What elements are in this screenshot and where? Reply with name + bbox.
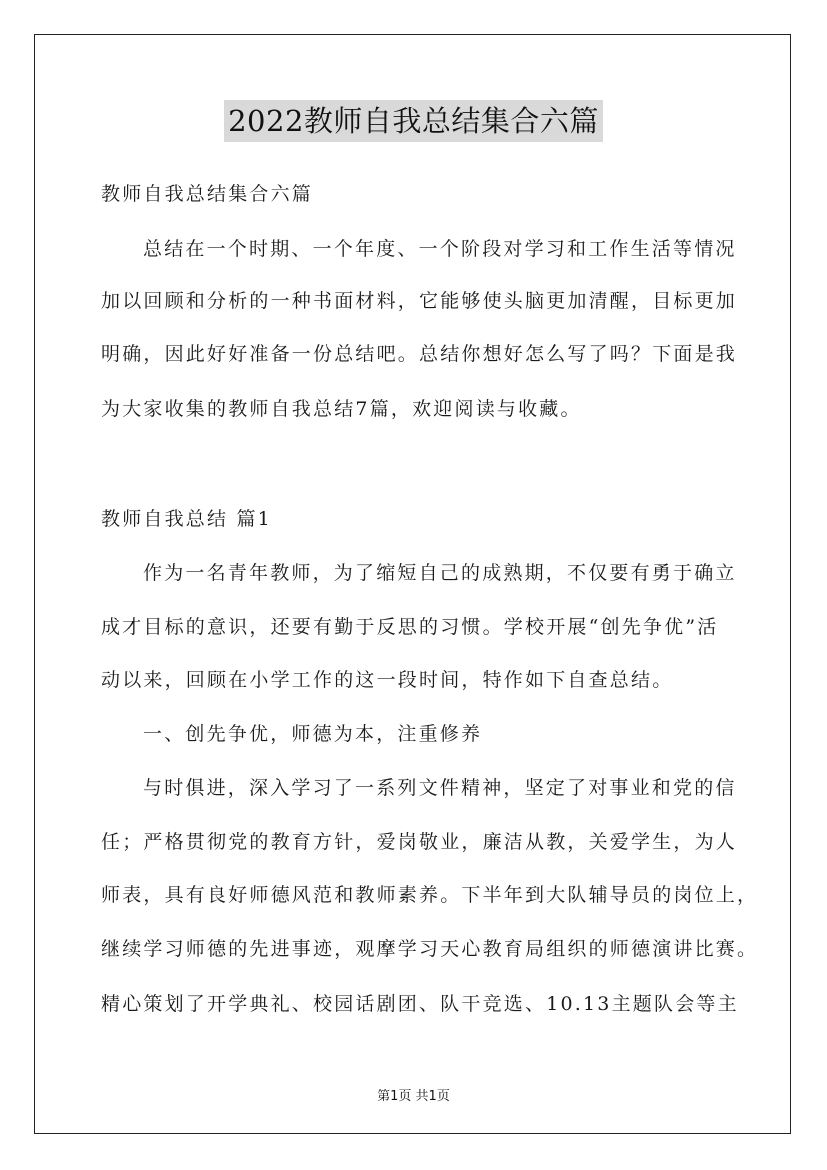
paragraph-line-2: 成才目标的意识，还要有勤于反思的习惯。学校开展“创先争优”活 — [101, 616, 719, 638]
document-title: 2022教师自我总结集合六篇 — [224, 100, 603, 142]
intro-line-1: 总结在一个时期、一个年度、一个阶段对学习和工作生活等情况 — [143, 238, 737, 260]
intro-line-3: 明确，因此好好准备一份总结吧。总结你想好怎么写了吗？下面是我 — [101, 343, 738, 365]
document-subtitle: 教师自我总结集合六篇 — [101, 183, 314, 205]
paragraph-line-3: 动以来，回顾在小学工作的这一段时间，特作如下自查总结。 — [101, 669, 674, 691]
intro-line-4: 为大家收集的教师自我总结7篇，欢迎阅读与收藏。 — [101, 398, 582, 420]
paragraph-line-1: 作为一名青年教师，为了缩短自己的成熟期，不仅要有勇于确立 — [143, 562, 737, 584]
paragraph-line-4: 与时俱进，深入学习了一系列文件精神，坚定了对事业和党的信 — [143, 777, 737, 799]
page-number-footer: 第1页 共1页 — [377, 1089, 450, 1104]
paragraph-line-6: 师表，具有良好师德风范和教师素养。下半年到大队辅导员的岗位上， — [101, 884, 759, 906]
paragraph-line-5: 任；严格贯彻党的教育方针，爱岗敬业，廉洁从教，关爱学生，为人 — [101, 831, 738, 853]
section-heading: 教师自我总结 篇1 — [101, 508, 272, 530]
title-container — [0, 100, 827, 142]
paragraph-line-7: 继续学习师德的先进事迹，观摩学习天心教育局组织的师德演讲比赛。 — [101, 938, 759, 960]
list-item-heading: 一、创先争优，师德为本，注重修养 — [143, 723, 483, 745]
paragraph-line-8: 精心策划了开学典礼、校园话剧团、队干竞选、10.13主题队会等主 — [101, 993, 739, 1015]
intro-line-2: 加以回顾和分析的一种书面材料，它能够使头脑更加清醒，目标更加 — [101, 290, 738, 312]
